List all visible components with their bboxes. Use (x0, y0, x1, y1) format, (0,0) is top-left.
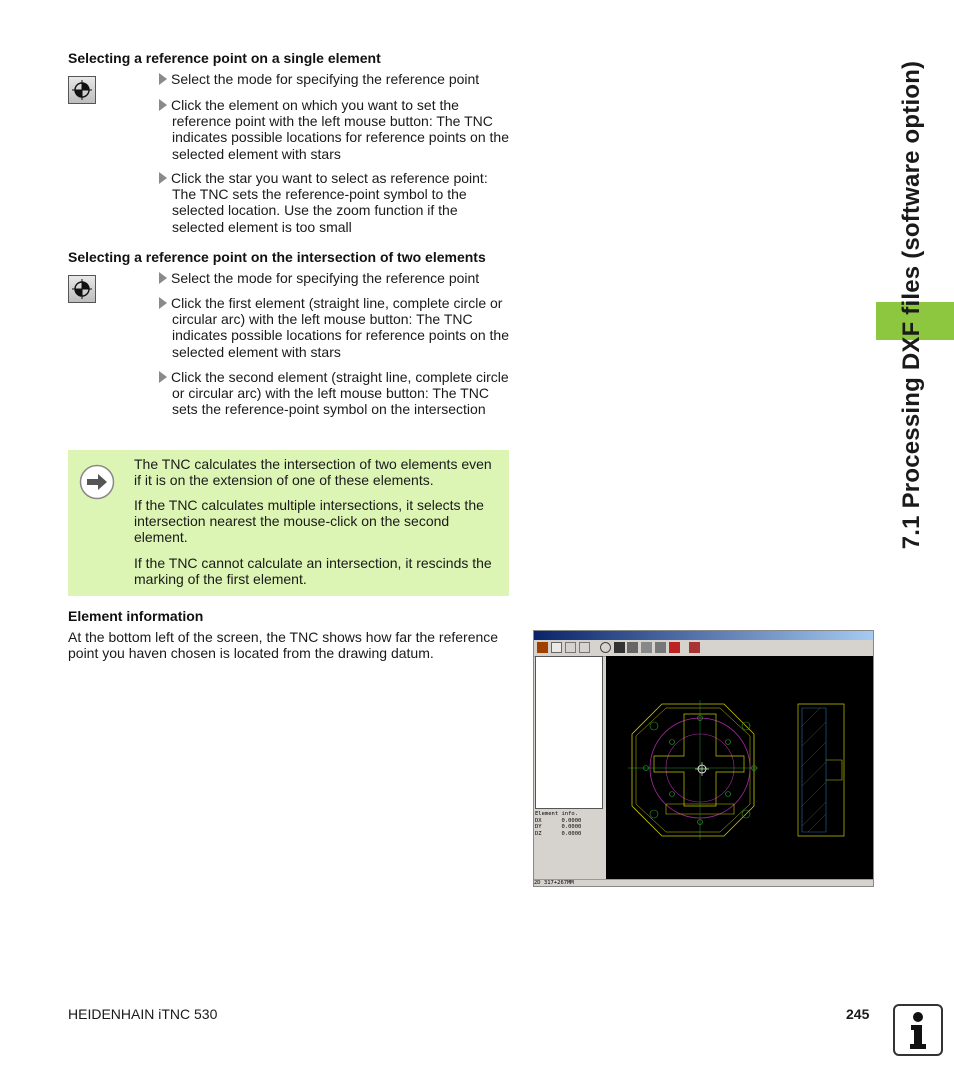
settings-icon (641, 642, 652, 653)
step-item: Select the mode for specifying the reference point (159, 270, 515, 286)
section-heading-single-element: Selecting a reference point on a single element (68, 50, 381, 66)
step-item: Click the element on which you want to set the reference point with the left mouse button: The TNC indicates possible locations for reference points on the selected element with stars (159, 97, 509, 162)
contour-tool-icon (565, 642, 576, 653)
note-paragraph: The TNC calculates the intersection of two elements even if it is on the extension of one of these elements. (134, 456, 492, 489)
dxf-screenshot (533, 630, 874, 887)
reference-point-mode-icon (68, 76, 96, 104)
toolbar (534, 640, 873, 657)
reference-point-tool-icon (551, 642, 562, 653)
step-item: Click the first element (straight line, complete circle or circular arc) with the left mouse button: The TNC indicates possible locations for reference points on the selected element with stars (159, 295, 515, 360)
section-heading-intersection: Selecting a reference point on the intersection of two elements (68, 249, 486, 265)
chapter-title: 7.1 Processing DXF files (software option) (898, 60, 925, 550)
arrow-right-icon (79, 464, 115, 500)
bullet-arrow-icon (159, 172, 167, 184)
note-paragraph: If the TNC calculates multiple intersections, it selects the intersection nearest the mouse-click on the second element. (134, 497, 484, 546)
info-icon (893, 1004, 943, 1056)
reference-point-symbol (695, 762, 709, 776)
window-titlebar (534, 631, 873, 640)
info-row: DZ 0.0000 (535, 830, 582, 837)
element-info-body: At the bottom left of the screen, the TNC shows how far the reference point you haven chosen is located from the drawing datum. (68, 629, 499, 662)
info-row: DY 0.0000 (535, 824, 582, 830)
drawing-canvas (606, 656, 874, 882)
bullet-arrow-icon (159, 371, 167, 383)
footer-left: HEIDENHAIN iTNC 530 (68, 1006, 218, 1022)
step-item: Click the second element (straight line, complete circle or circular arc) with the left mouse button: The TNC sets the reference-point symbol on the intersection (159, 369, 515, 418)
units-icon (655, 642, 666, 653)
section-heading-element-info: Element information (68, 608, 204, 624)
note-box (68, 450, 509, 596)
layer-list-pane (535, 656, 603, 809)
exit-icon (689, 642, 700, 653)
info-row: DX 0.0000 (535, 817, 582, 824)
page-number: 245 (846, 1006, 870, 1022)
bullet-arrow-icon (159, 297, 167, 309)
bullet-arrow-icon (159, 99, 167, 111)
bullet-arrow-icon (159, 73, 167, 85)
bullet-arrow-icon (159, 272, 167, 284)
select-icon (614, 642, 625, 653)
element-info-title: Element info. (535, 811, 579, 817)
step-item: Click the star you want to select as reference point: The TNC sets the reference-point symbol to the selected location. Use the zoom function if the selected element is too small (159, 170, 509, 235)
status-bar: 2D 317+267MM (534, 879, 873, 886)
position-tool-icon (579, 642, 590, 653)
note-paragraph: If the TNC cannot calculate an intersection, it rescinds the marking of the first element. (134, 555, 492, 588)
delete-icon (669, 642, 680, 653)
layer-icon (537, 642, 548, 653)
reference-point-mode-icon (68, 275, 96, 303)
grid-icon (627, 642, 638, 653)
step-item: Select the mode for specifying the reference point (159, 71, 515, 87)
element-info-panel (535, 811, 603, 881)
dxf-drawing (606, 656, 874, 882)
zoom-icon (600, 642, 611, 653)
